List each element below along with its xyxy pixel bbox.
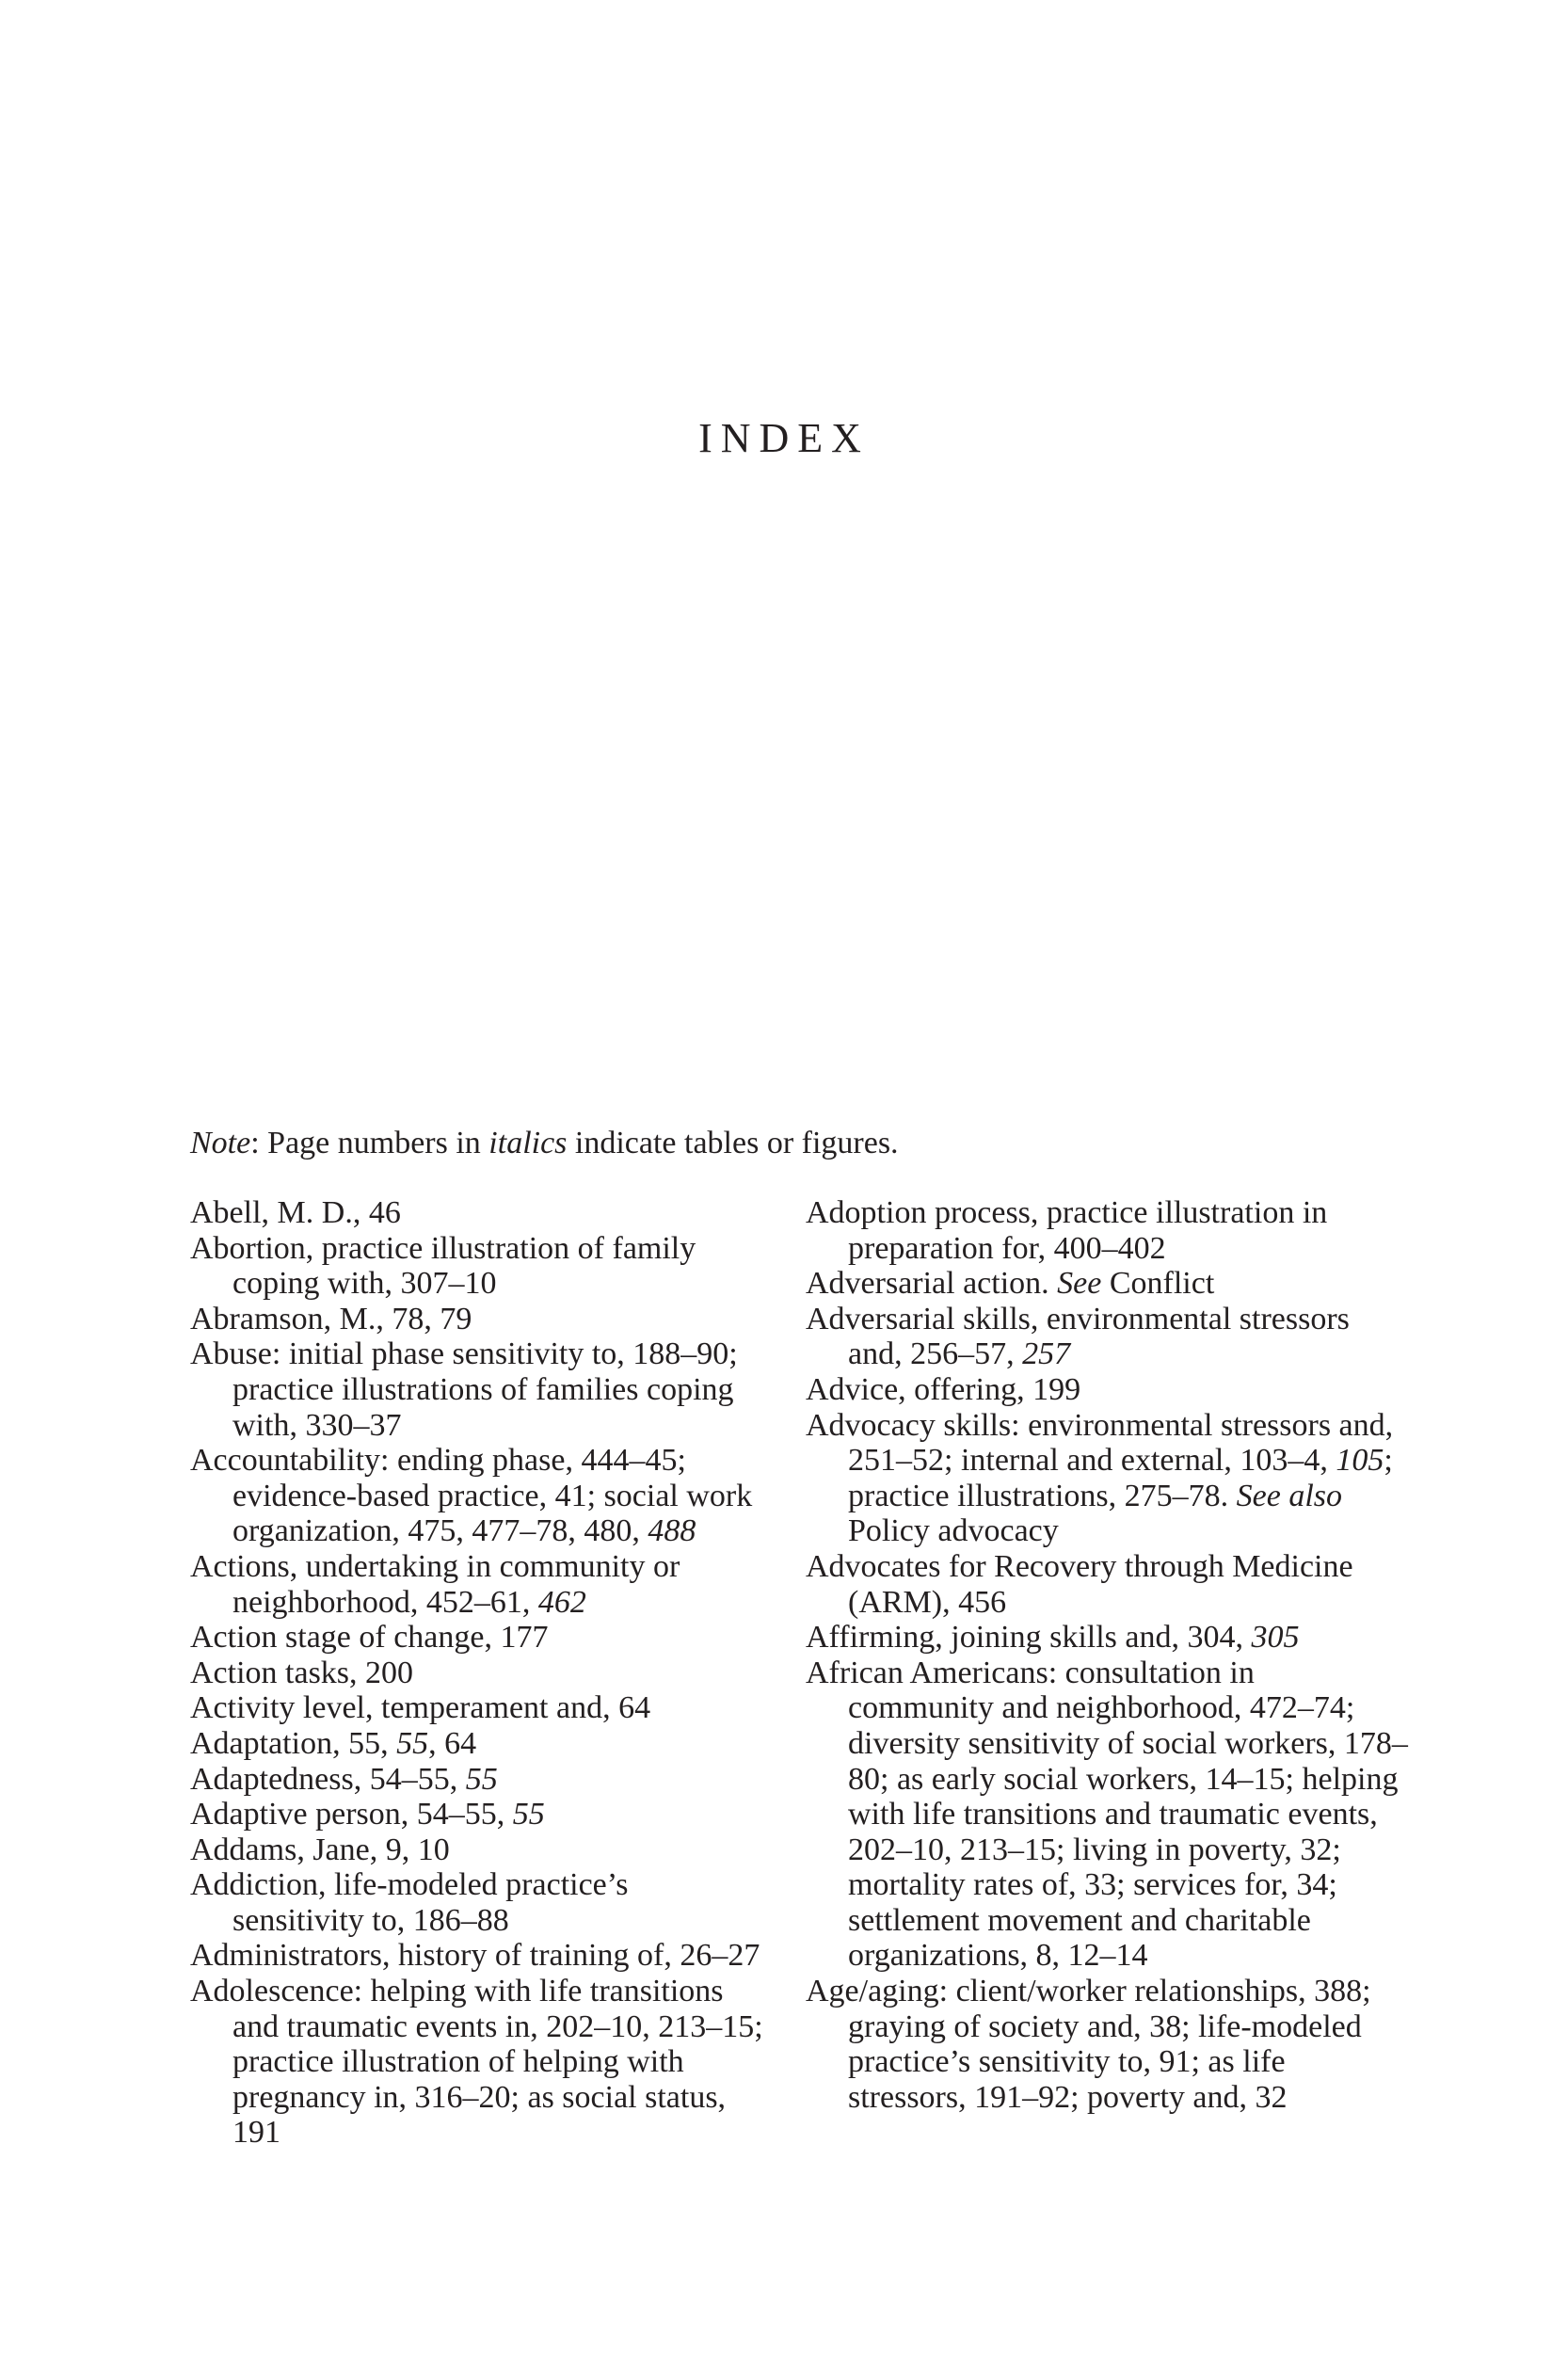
index-entry (806, 1549, 1408, 1620)
index-column-left (190, 1195, 764, 2151)
index-entry (190, 1938, 764, 1974)
entry-text: Abuse: initial phase sensitivity to, 188–90; practice illustrations of families coping with, 330–37 (190, 1336, 738, 1443)
index-entry (190, 1195, 764, 1231)
entry-text: Abramson, M., 78, 79 (190, 1301, 472, 1336)
index-entry (190, 1443, 764, 1549)
index-entry (806, 1974, 1408, 2115)
index-entry (806, 1302, 1408, 1372)
entry-text: Adversarial skills, environmental stressors and, 256–57, (806, 1301, 1350, 1372)
entry-text: Advocates for Recovery through Medicine (ARM), 456 (806, 1548, 1353, 1620)
note-text-b: indicate tables or figures. (567, 1126, 899, 1160)
note-label: Note (190, 1126, 251, 1160)
index-entry (190, 1832, 764, 1868)
entry-text: African Americans: consultation in community and neighborhood, 472–74; diversity sensitivity of social workers, 178–80; as early social workers, 14–15; helping with life transitions and traumatic events, 202–10, 213–15; living in poverty, 32; mortality rates of, 33; services for, 34; settlement movement and charitable organizations, 8, 12–14 (806, 1655, 1408, 1974)
index-entry (806, 1408, 1408, 1549)
index-entry (190, 1336, 764, 1443)
index-column-right (806, 1195, 1408, 2115)
entry-text: Conflict (1101, 1266, 1215, 1302)
index-entry (190, 1974, 764, 2151)
note-text-a: : Page numbers in (250, 1126, 489, 1160)
entry-italic-text: 488 (648, 1513, 696, 1549)
index-entry (190, 1726, 764, 1762)
index-entry (806, 1656, 1408, 1974)
entry-italic-text: 105 (1336, 1443, 1384, 1479)
index-entry (806, 1372, 1408, 1408)
index-note (190, 1125, 899, 1162)
entry-text: Action tasks, 200 (190, 1655, 414, 1690)
index-entry (806, 1266, 1408, 1302)
entry-text: Actions, undertaking in community or neighborhood, 452–61, (190, 1548, 680, 1620)
entry-text: , 64 (428, 1725, 477, 1761)
entry-text: Activity level, temperament and, 64 (190, 1690, 651, 1726)
entry-text: Abell, M. D., 46 (190, 1195, 401, 1230)
page-title: INDEX (698, 415, 870, 461)
entry-text: Action stage of change, 177 (190, 1620, 549, 1656)
entry-text: Accountability: ending phase, 444–45; evidence-based practice, 41; social work organization, 475, 477–78, 480, (190, 1443, 753, 1549)
index-entry (190, 1762, 764, 1798)
index-entry (190, 1231, 764, 1302)
entry-text: Affirming, joining skills and, 304, (806, 1620, 1252, 1656)
entry-text: Policy advocacy (848, 1513, 1059, 1549)
index-entry (190, 1656, 764, 1691)
index-entry (190, 1797, 764, 1832)
index-entry (190, 1549, 764, 1620)
entry-text: Addiction, life-modeled practice’s sensitivity to, 186–88 (190, 1867, 629, 1938)
entry-text: Adversarial action. (806, 1266, 1058, 1302)
index-entry (190, 1690, 764, 1726)
index-entry (190, 1620, 764, 1656)
index-entry (190, 1302, 764, 1337)
entry-text: Age/aging: client/worker relationships, 388; graying of society and, 38; life-modeled practice’s sensitivity to, 91; as life stressors, 191–92; poverty and, 32 (806, 1974, 1371, 2115)
index-entry (806, 1195, 1408, 1266)
entry-text: Adaptive person, 54–55, (190, 1797, 513, 1832)
entry-text: Abortion, practice illustration of family coping with, 307–10 (190, 1230, 696, 1302)
entry-text: ; practice illustrations, 275–78. (848, 1443, 1393, 1513)
entry-italic-text: 257 (1022, 1336, 1071, 1372)
entry-text: Addams, Jane, 9, 10 (190, 1832, 450, 1867)
index-entry (806, 1620, 1408, 1656)
entry-text: Adaptation, 55, (190, 1725, 397, 1761)
entry-text: Administrators, history of training of, 26–27 (190, 1938, 760, 1974)
entry-text: Adolescence: helping with life transitions and traumatic events in, 202–10, 213–15; practice illustration of helping with pregnancy in, 316–20; as social status, 191 (190, 1974, 763, 2151)
note-italic-word: italics (488, 1126, 568, 1160)
entry-italic-text: 462 (537, 1584, 586, 1620)
entry-italic-text: 305 (1251, 1620, 1300, 1656)
entry-italic-text: 55 (396, 1725, 429, 1761)
entry-text: Adaptedness, 54–55, (190, 1761, 466, 1797)
entry-italic-text: 55 (465, 1761, 498, 1797)
entry-italic-text: See also (1236, 1478, 1342, 1513)
entry-text: Advocacy skills: environmental stressors and, 251–52; internal and external, 103–4, (806, 1407, 1394, 1479)
entry-italic-text: See (1057, 1266, 1102, 1302)
entry-italic-text: 55 (512, 1797, 545, 1832)
entry-text: Advice, offering, 199 (806, 1371, 1081, 1407)
entry-text: Adoption process, practice illustration in preparation for, 400–402 (806, 1195, 1328, 1266)
index-entry (190, 1867, 764, 1938)
